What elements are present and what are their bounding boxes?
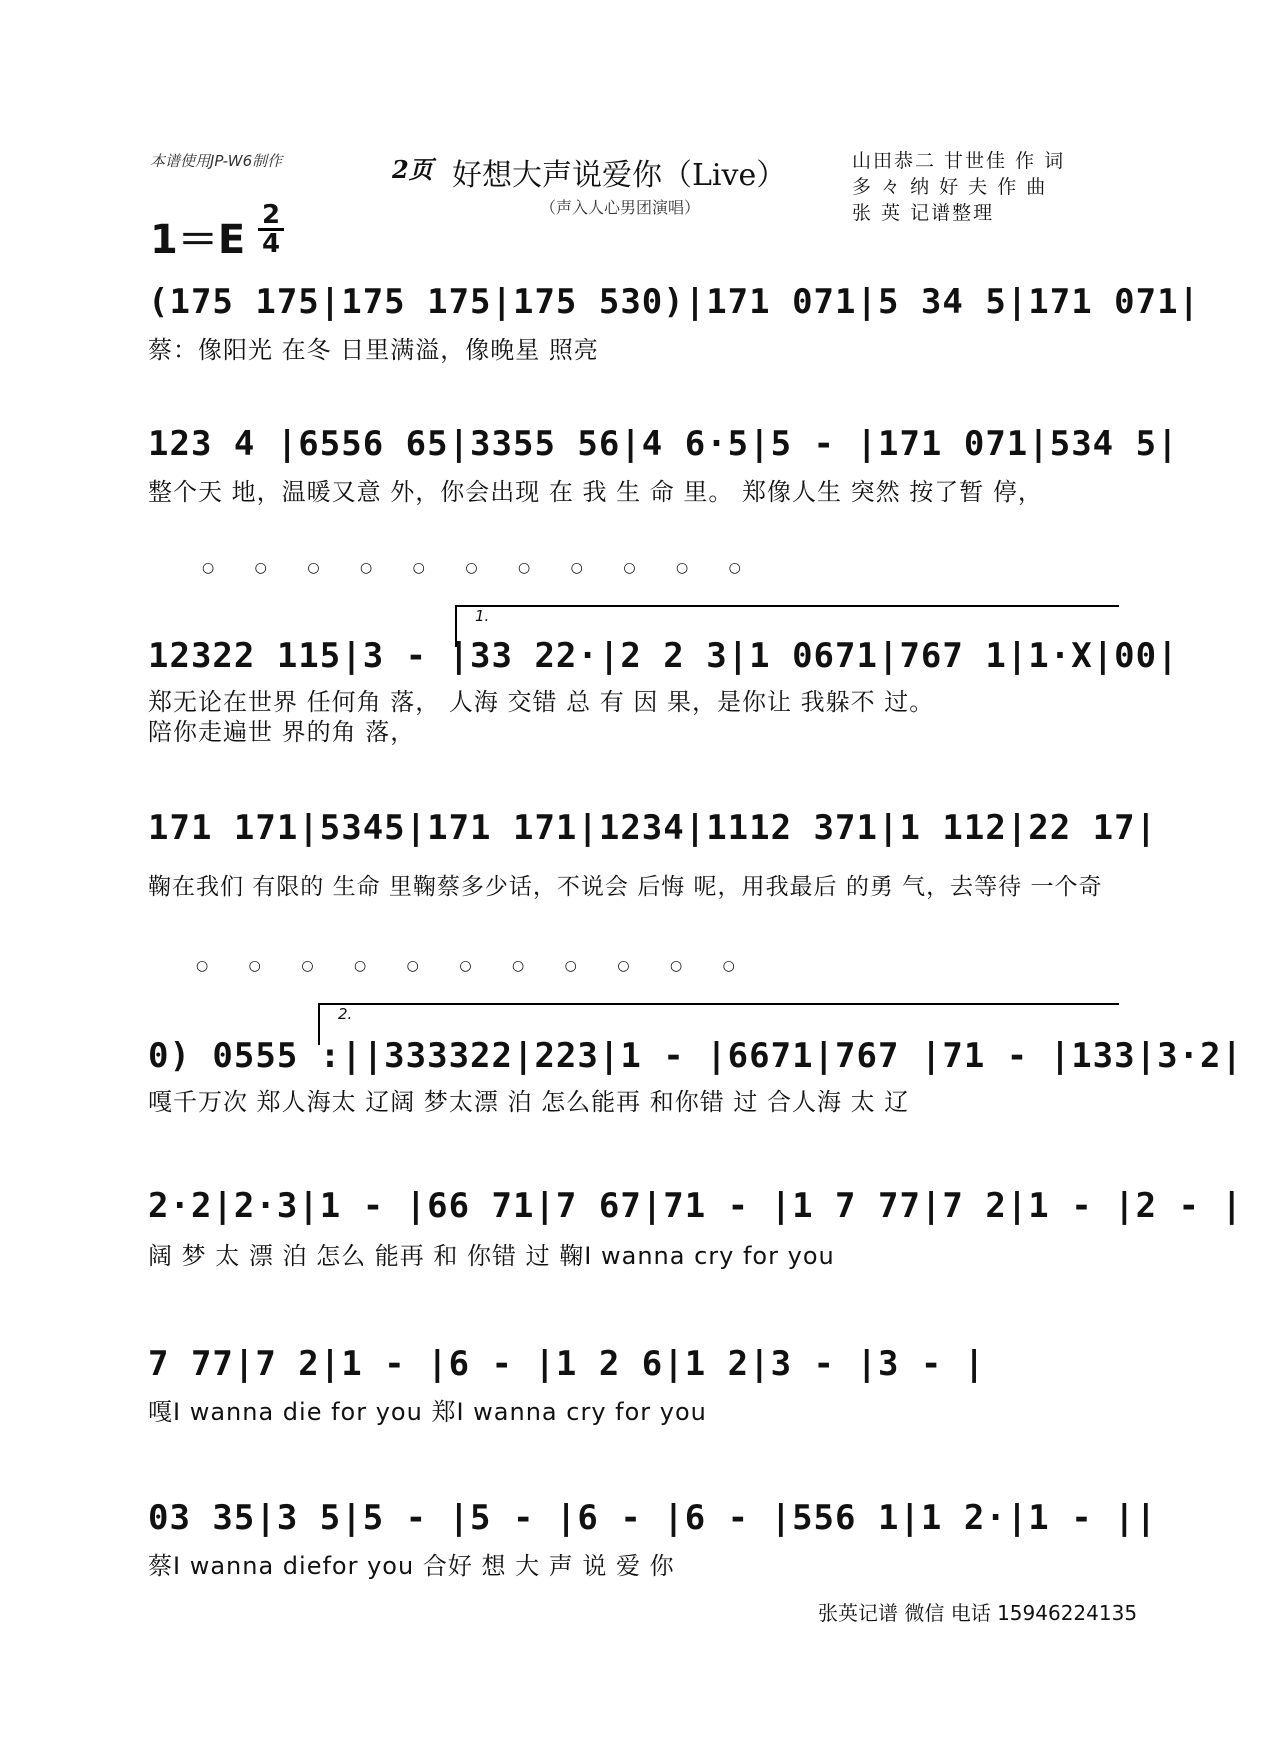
lyrics-row-3a: 郑无论在世界 任何角 落， 人海 交错 总 有 因 果，是你让 我躲不 过。	[148, 688, 935, 716]
volta-2: 2.	[318, 1003, 1119, 1045]
lyrics-row-7: 嘎I wanna die for you 郑I wanna cry for you	[148, 1398, 707, 1426]
notation-row-6: 2·2|2·3|1 - |66 71|7 67|71 - |1 7 77|7 2|1 - |2 - |	[148, 1186, 1243, 1226]
lyrics-row-8: 蔡I wanna diefor you 合好 想 大 声 说 爱 你	[148, 1552, 675, 1580]
notation-row-8: 03 35|3 5|5 - |5 - |6 - |6 - |556 1|1 2·|1 - ||	[148, 1498, 1158, 1538]
lyrics-row-1: 蔡：像阳光 在冬 日里满溢，像晚星 照亮	[148, 336, 599, 364]
lyrics-row-6: 阔 梦 太 漂 泊 怎么 能再 和 你错 过 鞠I wanna cry for you	[148, 1242, 835, 1270]
credit-lyricist: 山田恭二 甘世佳 作 词	[852, 150, 1066, 172]
song-title: 好想大声说爱你（Live）	[452, 158, 787, 193]
notation-row-3: 12322 115|3 - |33 22·|2 2 3|1 0671|767 1|1·X|00|	[148, 636, 1179, 676]
software-note: 本谱使用JP-W6制作	[150, 152, 283, 170]
time-sig-top: 2	[261, 200, 281, 230]
lyrics-row-5: 嘎千万次 郑人海太 辽阔 梦太漂 泊 怎么能再 和你错 过 合人海 太 辽	[148, 1088, 910, 1116]
lyrics-row-3b: 陪你走遍世 界的角 落，	[148, 718, 416, 746]
credit-arranger: 张 英 记谱整理	[852, 202, 995, 224]
footer-contact: 张英记谱 微信 电话 15946224135	[818, 1601, 1138, 1625]
time-signature	[258, 200, 284, 259]
lyrics-row-2: 整个天 地，温暖又意 外，你会出现 在 我 生 命 里。 郑像人生 突然 按了暂 停，	[148, 478, 1043, 506]
notation-row-4: 171 171|5345|171 171|1234|1112 371|1 112|22 17|	[148, 808, 1158, 848]
dots-row-5: ○ ○ ○ ○ ○ ○ ○ ○ ○ ○ ○	[196, 958, 753, 974]
key-signature: 1＝E	[150, 217, 246, 263]
notation-row-2: 123 4 |6556 65|3355 56|4 6·5|5 - |171 071|534 5|	[148, 424, 1179, 464]
lyrics-row-4: 鞠在我们 有限的 生命 里鞠蔡多少话，不说会 后悔 呢，用我最后 的勇 气，去等待 一个奇	[148, 874, 1103, 900]
notation-row-5: 0) 0555 :||333322|223|1 - |6671|767 |71 - |133|3·2|	[148, 1036, 1243, 1076]
song-subtitle: （声入人心男团演唱）	[540, 198, 701, 217]
dots-row-3: ○ ○ ○ ○ ○ ○ ○ ○ ○ ○ ○	[202, 560, 759, 576]
notation-row-1: (175 175|175 175|175 530)|171 071|5 34 5|171 071|	[148, 282, 1201, 322]
credit-composer: 多 々 纳 好 夫 作 曲	[852, 176, 1048, 198]
time-sig-bottom: 4	[261, 229, 281, 259]
page-number: 2页	[392, 155, 433, 184]
volta-1: 1.	[455, 605, 1119, 647]
notation-row-7: 7 77|7 2|1 - |6 - |1 2 6|1 2|3 - |3 - |	[148, 1344, 986, 1384]
